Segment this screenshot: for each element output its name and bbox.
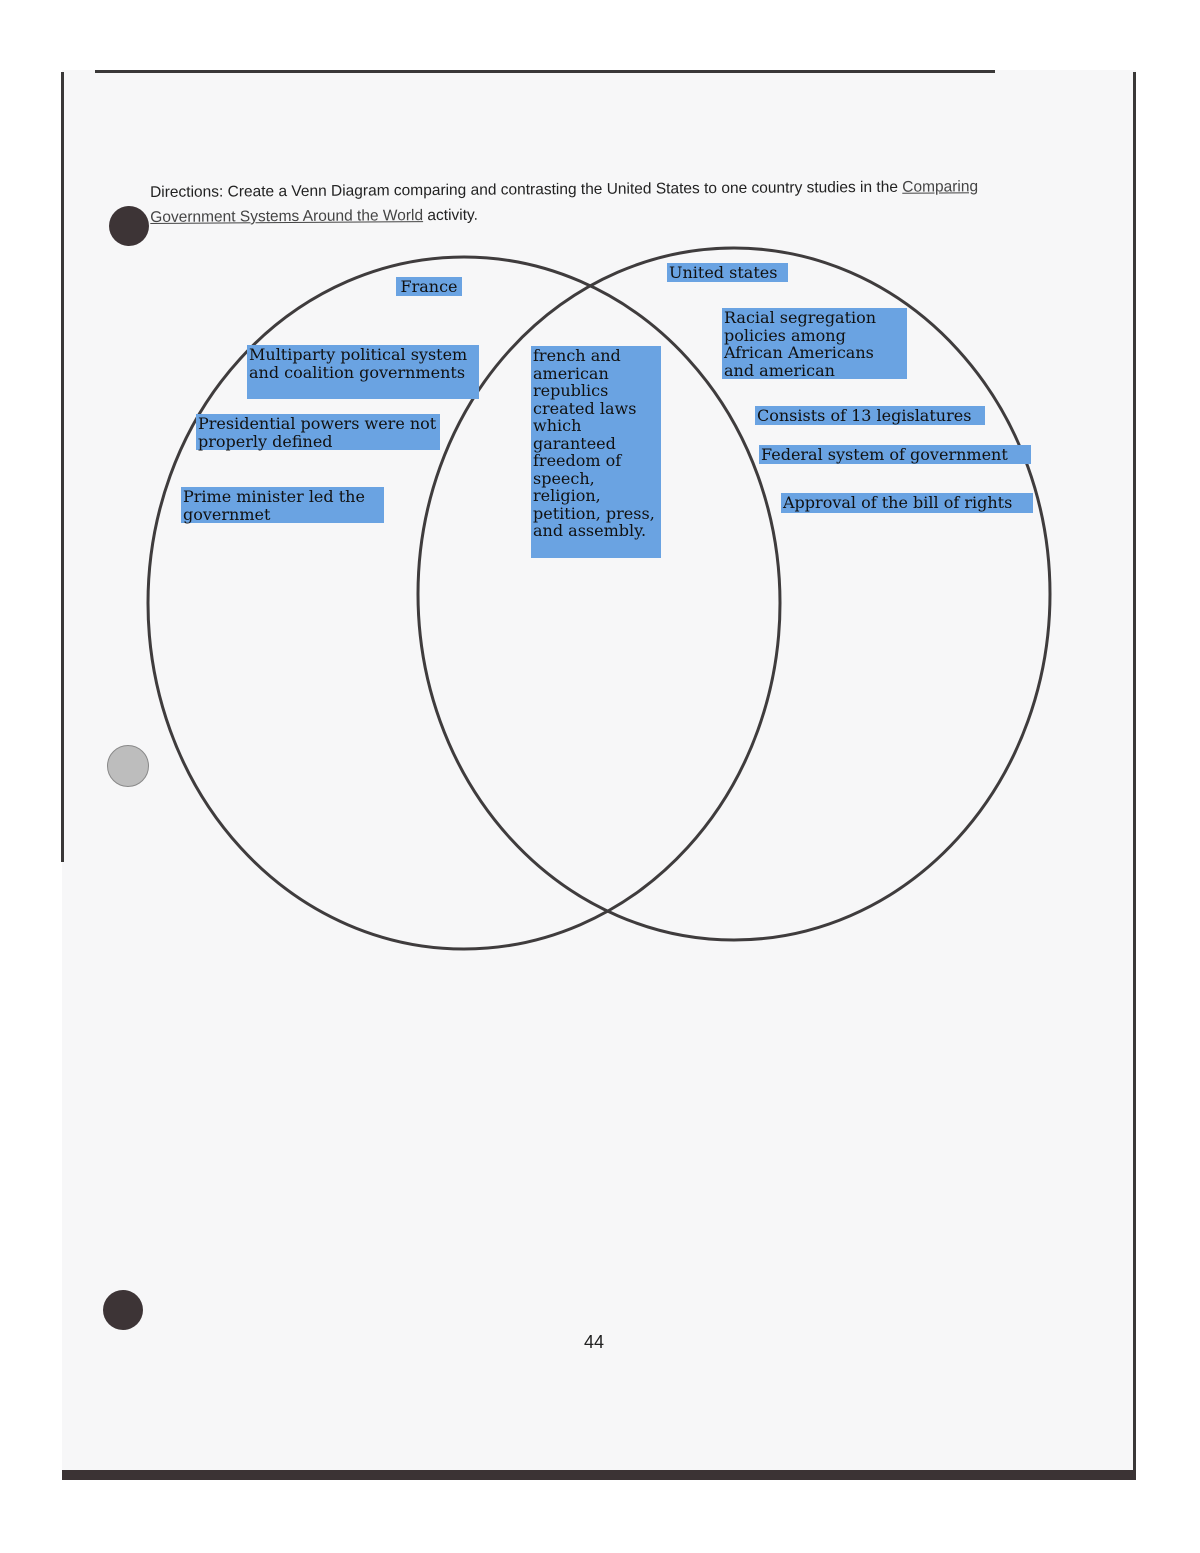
right-item-3: Federal system of government bbox=[759, 445, 1031, 464]
directions-suffix: activity. bbox=[423, 206, 478, 225]
right-item-4: Approval of the bill of rights bbox=[781, 493, 1033, 513]
left-circle-title: France bbox=[396, 277, 462, 296]
page-number: 44 bbox=[584, 1332, 605, 1352]
right-circle-title: United states bbox=[667, 263, 788, 282]
left-item-3: Prime minister led the governmet bbox=[181, 487, 384, 523]
left-item-1: Multiparty political system and coalition governments bbox=[247, 345, 479, 399]
center-item-1: french and american republics created laws which garanteed freedom of speech, religion, petition, press, and assembly. bbox=[531, 346, 661, 558]
right-item-2: Consists of 13 legislatures bbox=[755, 406, 985, 425]
directions-prefix: Directions: Create a Venn Diagram comparing and contrasting the United States to one country studies in the bbox=[150, 178, 903, 201]
left-item-2: Presidential powers were not properly defined bbox=[196, 414, 440, 450]
right-item-1: Racial segregation policies among African Americans and american bbox=[722, 308, 907, 379]
activity-link[interactable]: Comparing Government Systems Around the World bbox=[150, 178, 979, 226]
